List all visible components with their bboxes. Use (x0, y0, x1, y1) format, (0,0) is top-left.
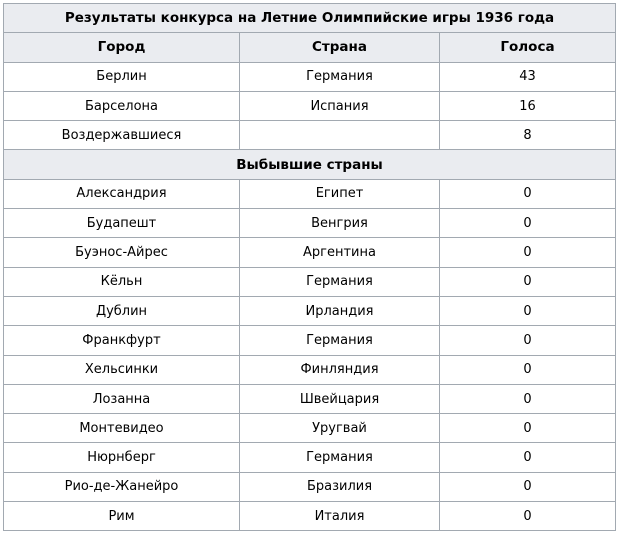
city-cell: Лозанна (4, 384, 240, 413)
city-cell: Монтевидео (4, 414, 240, 443)
table-row (4, 267, 616, 296)
city-cell: Кёльн (4, 267, 240, 296)
results-table (3, 3, 616, 531)
votes-cell: 0 (440, 384, 616, 413)
country-cell: Германия (240, 326, 440, 355)
city-cell: Франкфурт (4, 326, 240, 355)
table-row (4, 238, 616, 267)
votes-cell: 8 (440, 121, 616, 150)
table-row (4, 443, 616, 472)
table-row (4, 472, 616, 501)
votes-cell: 0 (440, 355, 616, 384)
city-cell: Александрия (4, 179, 240, 208)
table-row (4, 296, 616, 325)
votes-cell: 0 (440, 209, 616, 238)
votes-cell: 0 (440, 267, 616, 296)
city-cell: Берлин (4, 62, 240, 91)
table-title: Результаты конкурса на Летние Олимпийские игры 1936 года (4, 4, 616, 33)
votes-cell: 43 (440, 62, 616, 91)
votes-cell: 0 (440, 179, 616, 208)
table-row (4, 384, 616, 413)
city-cell: Дублин (4, 296, 240, 325)
votes-cell: 0 (440, 296, 616, 325)
city-cell: Буэнос-Айрес (4, 238, 240, 267)
country-cell: Венгрия (240, 209, 440, 238)
table-row (4, 209, 616, 238)
header-row (4, 33, 616, 62)
country-cell: Уругвай (240, 414, 440, 443)
table-row (4, 91, 616, 120)
table-row (4, 355, 616, 384)
country-cell (240, 121, 440, 150)
title-row (4, 4, 616, 33)
city-cell: Барселона (4, 91, 240, 120)
table-row (4, 179, 616, 208)
country-cell: Финляндия (240, 355, 440, 384)
column-header-country: Страна (240, 33, 440, 62)
table-row (4, 121, 616, 150)
country-cell: Испания (240, 91, 440, 120)
column-header-city: Город (4, 33, 240, 62)
city-cell: Рим (4, 502, 240, 531)
column-header-votes: Голоса (440, 33, 616, 62)
table-row (4, 326, 616, 355)
country-cell: Швейцария (240, 384, 440, 413)
country-cell: Италия (240, 502, 440, 531)
table-row (4, 62, 616, 91)
country-cell: Ирландия (240, 296, 440, 325)
city-cell: Рио-де-Жанейро (4, 472, 240, 501)
main-rows (4, 62, 616, 150)
city-cell: Хельсинки (4, 355, 240, 384)
country-cell: Аргентина (240, 238, 440, 267)
section-row (4, 150, 616, 179)
eliminated-rows (4, 179, 616, 531)
votes-cell: 0 (440, 238, 616, 267)
votes-cell: 0 (440, 443, 616, 472)
section-eliminated-label: Выбывшие страны (4, 150, 616, 179)
table-row (4, 502, 616, 531)
votes-cell: 16 (440, 91, 616, 120)
votes-cell: 0 (440, 414, 616, 443)
country-cell: Германия (240, 443, 440, 472)
city-cell: Воздержавшиеся (4, 121, 240, 150)
city-cell: Будапешт (4, 209, 240, 238)
city-cell: Нюрнберг (4, 443, 240, 472)
country-cell: Германия (240, 267, 440, 296)
votes-cell: 0 (440, 326, 616, 355)
country-cell: Германия (240, 62, 440, 91)
table-row (4, 414, 616, 443)
votes-cell: 0 (440, 502, 616, 531)
votes-cell: 0 (440, 472, 616, 501)
country-cell: Бразилия (240, 472, 440, 501)
country-cell: Египет (240, 179, 440, 208)
